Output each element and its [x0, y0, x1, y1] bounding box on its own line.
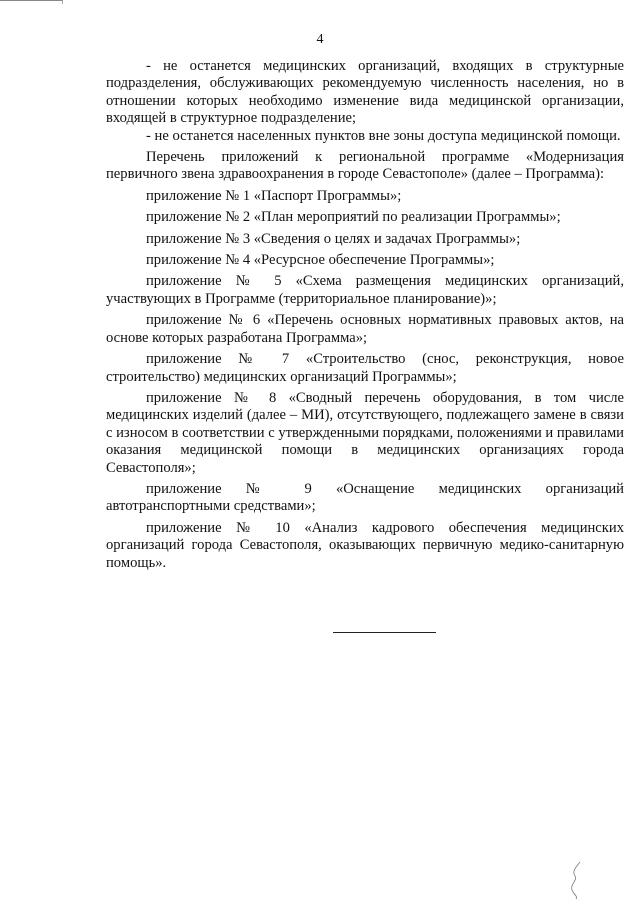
appendix-item-6: приложение № 6 «Перечень основных нормативных правовых актов, на основе которых разработана Программа»;	[106, 312, 624, 346]
closing-rule	[333, 632, 436, 633]
appendix-item-4: приложение № 4 «Ресурсное обеспечение Программы»;	[146, 252, 495, 269]
document-body	[106, 58, 624, 572]
scan-corner-mark	[0, 0, 63, 4]
appendix-item-9: приложение № 9 «Оснащение медицинских организаций автотранспортными средствами»;	[106, 480, 624, 515]
appendix-item-2: приложение № 2 «План мероприятий по реализации Программы»;	[146, 209, 561, 226]
appendix-item-5: приложение № 5 «Схема размещения медицинских организаций, участвующих в Программе (территориальное планирование)»;	[106, 273, 624, 307]
page-number: 4	[316, 32, 324, 47]
paragraph-appendix-intro: Перечень приложений к региональной программе «Модернизация первичного звена здравоохранения в городе Севастополе» (далее – Программа):	[106, 149, 624, 183]
appendix-item-8: приложение № 8 «Сводный перечень оборудования, в том числе медицинских изделий (далее – МИ), отсутствующего, подлежащего замене в связи с износом в соответствии с утвержденными порядками, положениями и правилами оказания медицинской помощи в медицинских организациях города Севастополя»;	[106, 389, 624, 476]
appendix-item-10: приложение № 10 «Анализ кадрового обеспечения медицинских организаций города Севастополя, оказывающих первичную медико-санитарную помощь».	[106, 519, 624, 571]
appendix-item-1: приложение № 1 «Паспорт Программы»;	[146, 187, 402, 204]
appendix-item-7: приложение № 7 «Строительство (снос, реконструкция, новое строительство) медицинских организаций Программы»;	[106, 351, 624, 385]
paragraph-organizations: - не останется медицинских организаций, входящих в структурные подразделения, обслуживающих рекомендуемую численность населения, но в отношении которых необходимо изменение вида медицинской организации, входящей в структурное подразделение;	[106, 58, 624, 127]
appendix-item-3: приложение № 3 «Сведения о целях и задачах Программы»;	[146, 230, 521, 247]
pen-mark-icon	[566, 860, 588, 900]
paragraph-settlements: - не останется населенных пунктов вне зоны доступа медицинской помощи.	[146, 127, 621, 144]
